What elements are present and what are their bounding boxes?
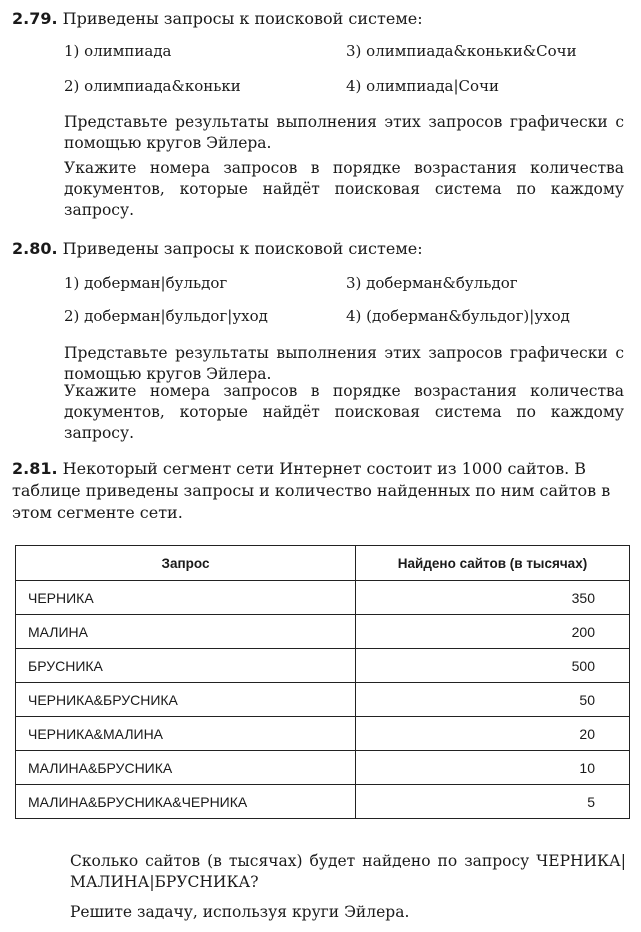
table-row — [16, 785, 630, 819]
task-2-81-heading — [12, 458, 624, 524]
query-item: 2) олимпиада&коньки — [64, 77, 241, 95]
table-row — [16, 581, 630, 615]
task-2-80-heading — [12, 238, 630, 260]
task-number: 2.80. — [12, 239, 58, 258]
table-row — [16, 717, 630, 751]
table-row — [16, 649, 630, 683]
column-header-query: Запрос — [16, 546, 356, 581]
task-paragraph: Представьте результаты выполнения этих запросов графически с помощью кругов Эйлера. — [64, 344, 624, 383]
task-intro: Приведены запросы к поисковой системе: — [62, 239, 423, 258]
query-cell: МАЛИНА&БРУСНИКА&ЧЕРНИКА — [16, 785, 356, 819]
query-item: 3) олимпиада&коньки&Сочи — [346, 42, 577, 60]
task-2-79-heading — [12, 8, 630, 30]
query-cell: МАЛИНА&БРУСНИКА — [16, 751, 356, 785]
task-intro: Некоторый сегмент сети Интернет состоит из 1000 сайтов. В таблице приведены запросы и количество найденных по ним сайтов в этом сегменте сети. — [12, 459, 611, 522]
task-paragraph: Укажите номера запросов в порядке возрастания количества документов, которые найдёт поисковая система по каждому запросу. — [64, 159, 624, 219]
task-final-instruction: Решите задачу, используя круги Эйлера. — [70, 903, 410, 921]
sites-table — [15, 545, 630, 819]
query-item: 1) олимпиада — [64, 42, 172, 60]
table-row — [16, 683, 630, 717]
task-paragraph: Представьте результаты выполнения этих запросов графически с помощью кругов Эйлера. — [64, 113, 624, 152]
column-header-found: Найдено сайтов (в тысячах) — [356, 546, 630, 581]
task-question: Сколько сайтов (в тысячах) будет найдено по запросу ЧЕРНИКА|МАЛИНА|БРУСНИКА? — [70, 852, 626, 891]
task-number: 2.81. — [12, 459, 58, 478]
task-paragraph: Укажите номера запросов в порядке возрастания количества документов, которые найдёт поисковая система по каждому запросу. — [64, 382, 624, 442]
table-row — [16, 751, 630, 785]
query-cell: МАЛИНА — [16, 615, 356, 649]
query-item: 1) доберман|бульдог — [64, 274, 228, 292]
query-item: 3) доберман&бульдог — [346, 274, 518, 292]
query-item: 2) доберман|бульдог|уход — [64, 307, 268, 325]
count-cell: 200 — [356, 615, 630, 649]
query-item: 4) олимпиада|Сочи — [346, 77, 499, 95]
table-header-row — [16, 546, 630, 581]
query-cell: ЧЕРНИКА — [16, 581, 356, 615]
query-cell: БРУСНИКА — [16, 649, 356, 683]
count-cell: 500 — [356, 649, 630, 683]
table-row — [16, 615, 630, 649]
count-cell: 10 — [356, 751, 630, 785]
count-cell: 20 — [356, 717, 630, 751]
task-number: 2.79. — [12, 9, 58, 28]
query-cell: ЧЕРНИКА&МАЛИНА — [16, 717, 356, 751]
count-cell: 350 — [356, 581, 630, 615]
count-cell: 5 — [356, 785, 630, 819]
count-cell: 50 — [356, 683, 630, 717]
query-cell: ЧЕРНИКА&БРУСНИКА — [16, 683, 356, 717]
query-item: 4) (доберман&бульдог)|уход — [346, 307, 570, 325]
task-intro: Приведены запросы к поисковой системе: — [62, 9, 423, 28]
